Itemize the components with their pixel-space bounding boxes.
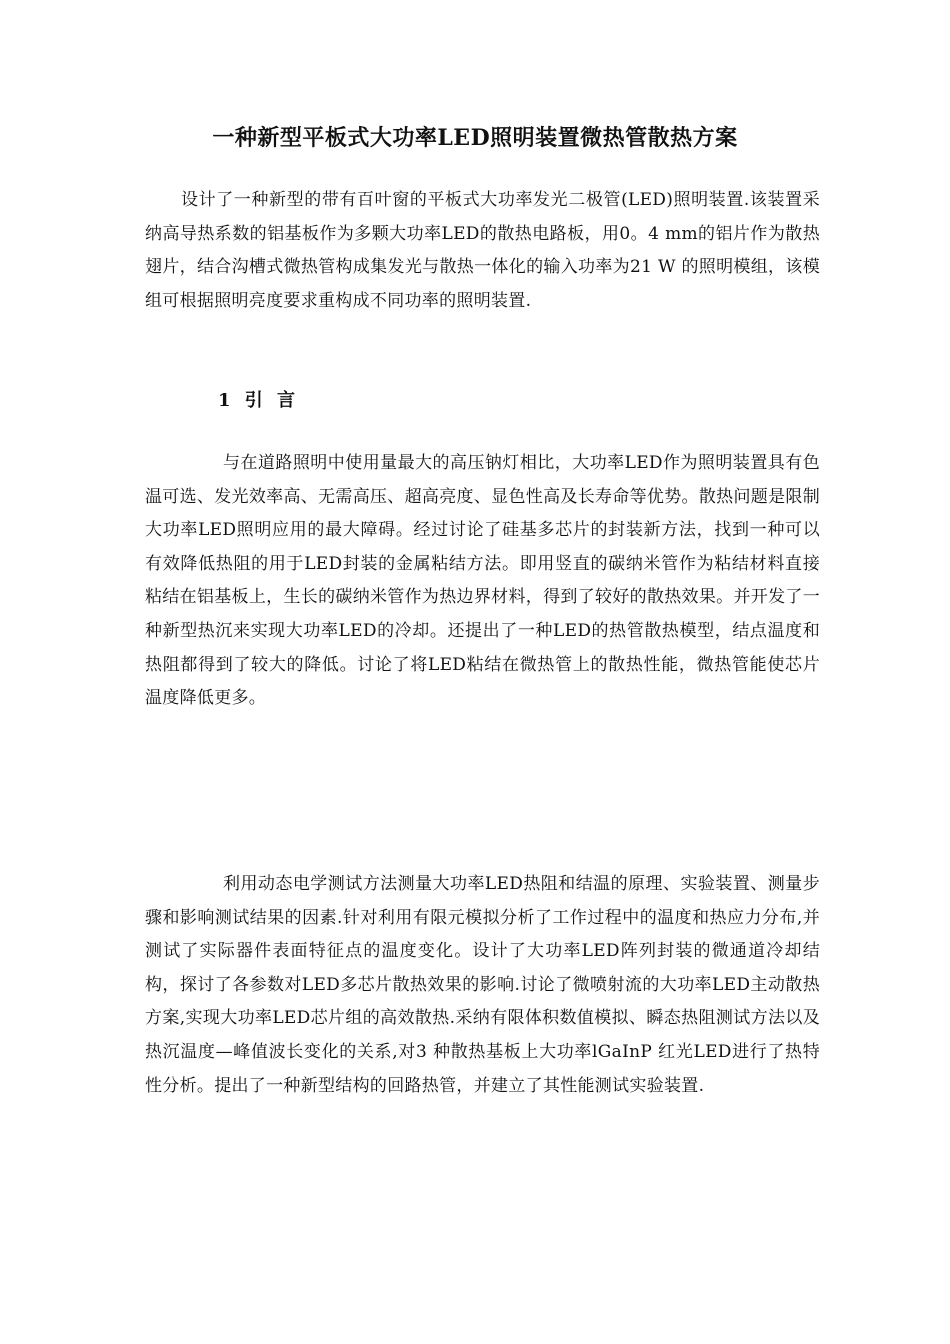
section-heading-introduction: 1 引 言 — [218, 390, 300, 411]
body-paragraph: 与在道路照明中使用量最大的高压钠灯相比，大功率LED作为照明装置具有色温可选、发光效率高、无需高压、超高亮度、显色性高及长寿命等优势。散热问题是限制大功率LED照明应用的最大障碍。经过讨论了硅基多芯片的封装新方法，找到一种可以有效降低热阻的用于LED封装的金属粘结方法。即用竖直的碳纳米管作为粘结材料直接粘结在铝基板上，生长的碳纳米管作为热边界材料，得到了较好的散热效果。并开发了一种新型热沉来实现大功率LED的冷却。还提出了一种LED的热管散热模型，结点温度和热阻都得到了较大的降低。讨论了将LED粘结在微热管上的散热性能，微热管能使芯片温度降低更多。 — [145, 453, 820, 709]
document-title: 一种新型平板式大功率LED照明装置微热管散热方案 — [212, 125, 738, 151]
body-paragraph: 利用动态电学测试方法测量大功率LED热阻和结温的原理、实验装置、测量步骤和影响测试结果的因素.针对利用有限元模拟分析了工作过程中的温度和热应力分布,并测试了实际器件表面特征点的温度变化。设计了大功率LED阵列封装的微通道冷却结构，探讨了各参数对LED多芯片散热效果的影响.讨论了微喷射流的大功率LED主动散热方案,实现大功率LED芯片组的高效散热.采纳有限体积数值模拟、瞬态热阻测试方法以及热沉温度—峰值波长变化的关系,对3 种散热基板上大功率lGaInP 红光LED进行了热特性分析。提出了一种新型结构的回路热管，并建立了其性能测试实验装置. — [145, 874, 820, 1096]
abstract-paragraph: 设计了一种新型的带有百叶窗的平板式大功率发光二极管(LED)照明装置.该装置采纳高导热系数的铝基板作为多颗大功率LED的散热电路板，用0。4 mm的铝片作为散热翅片，结合沟槽式微热管构成集发光与散热一体化的输入功率为21 W 的照明模组，该模组可根据照明亮度要求重构成不同功率的照明装置. — [145, 190, 820, 311]
